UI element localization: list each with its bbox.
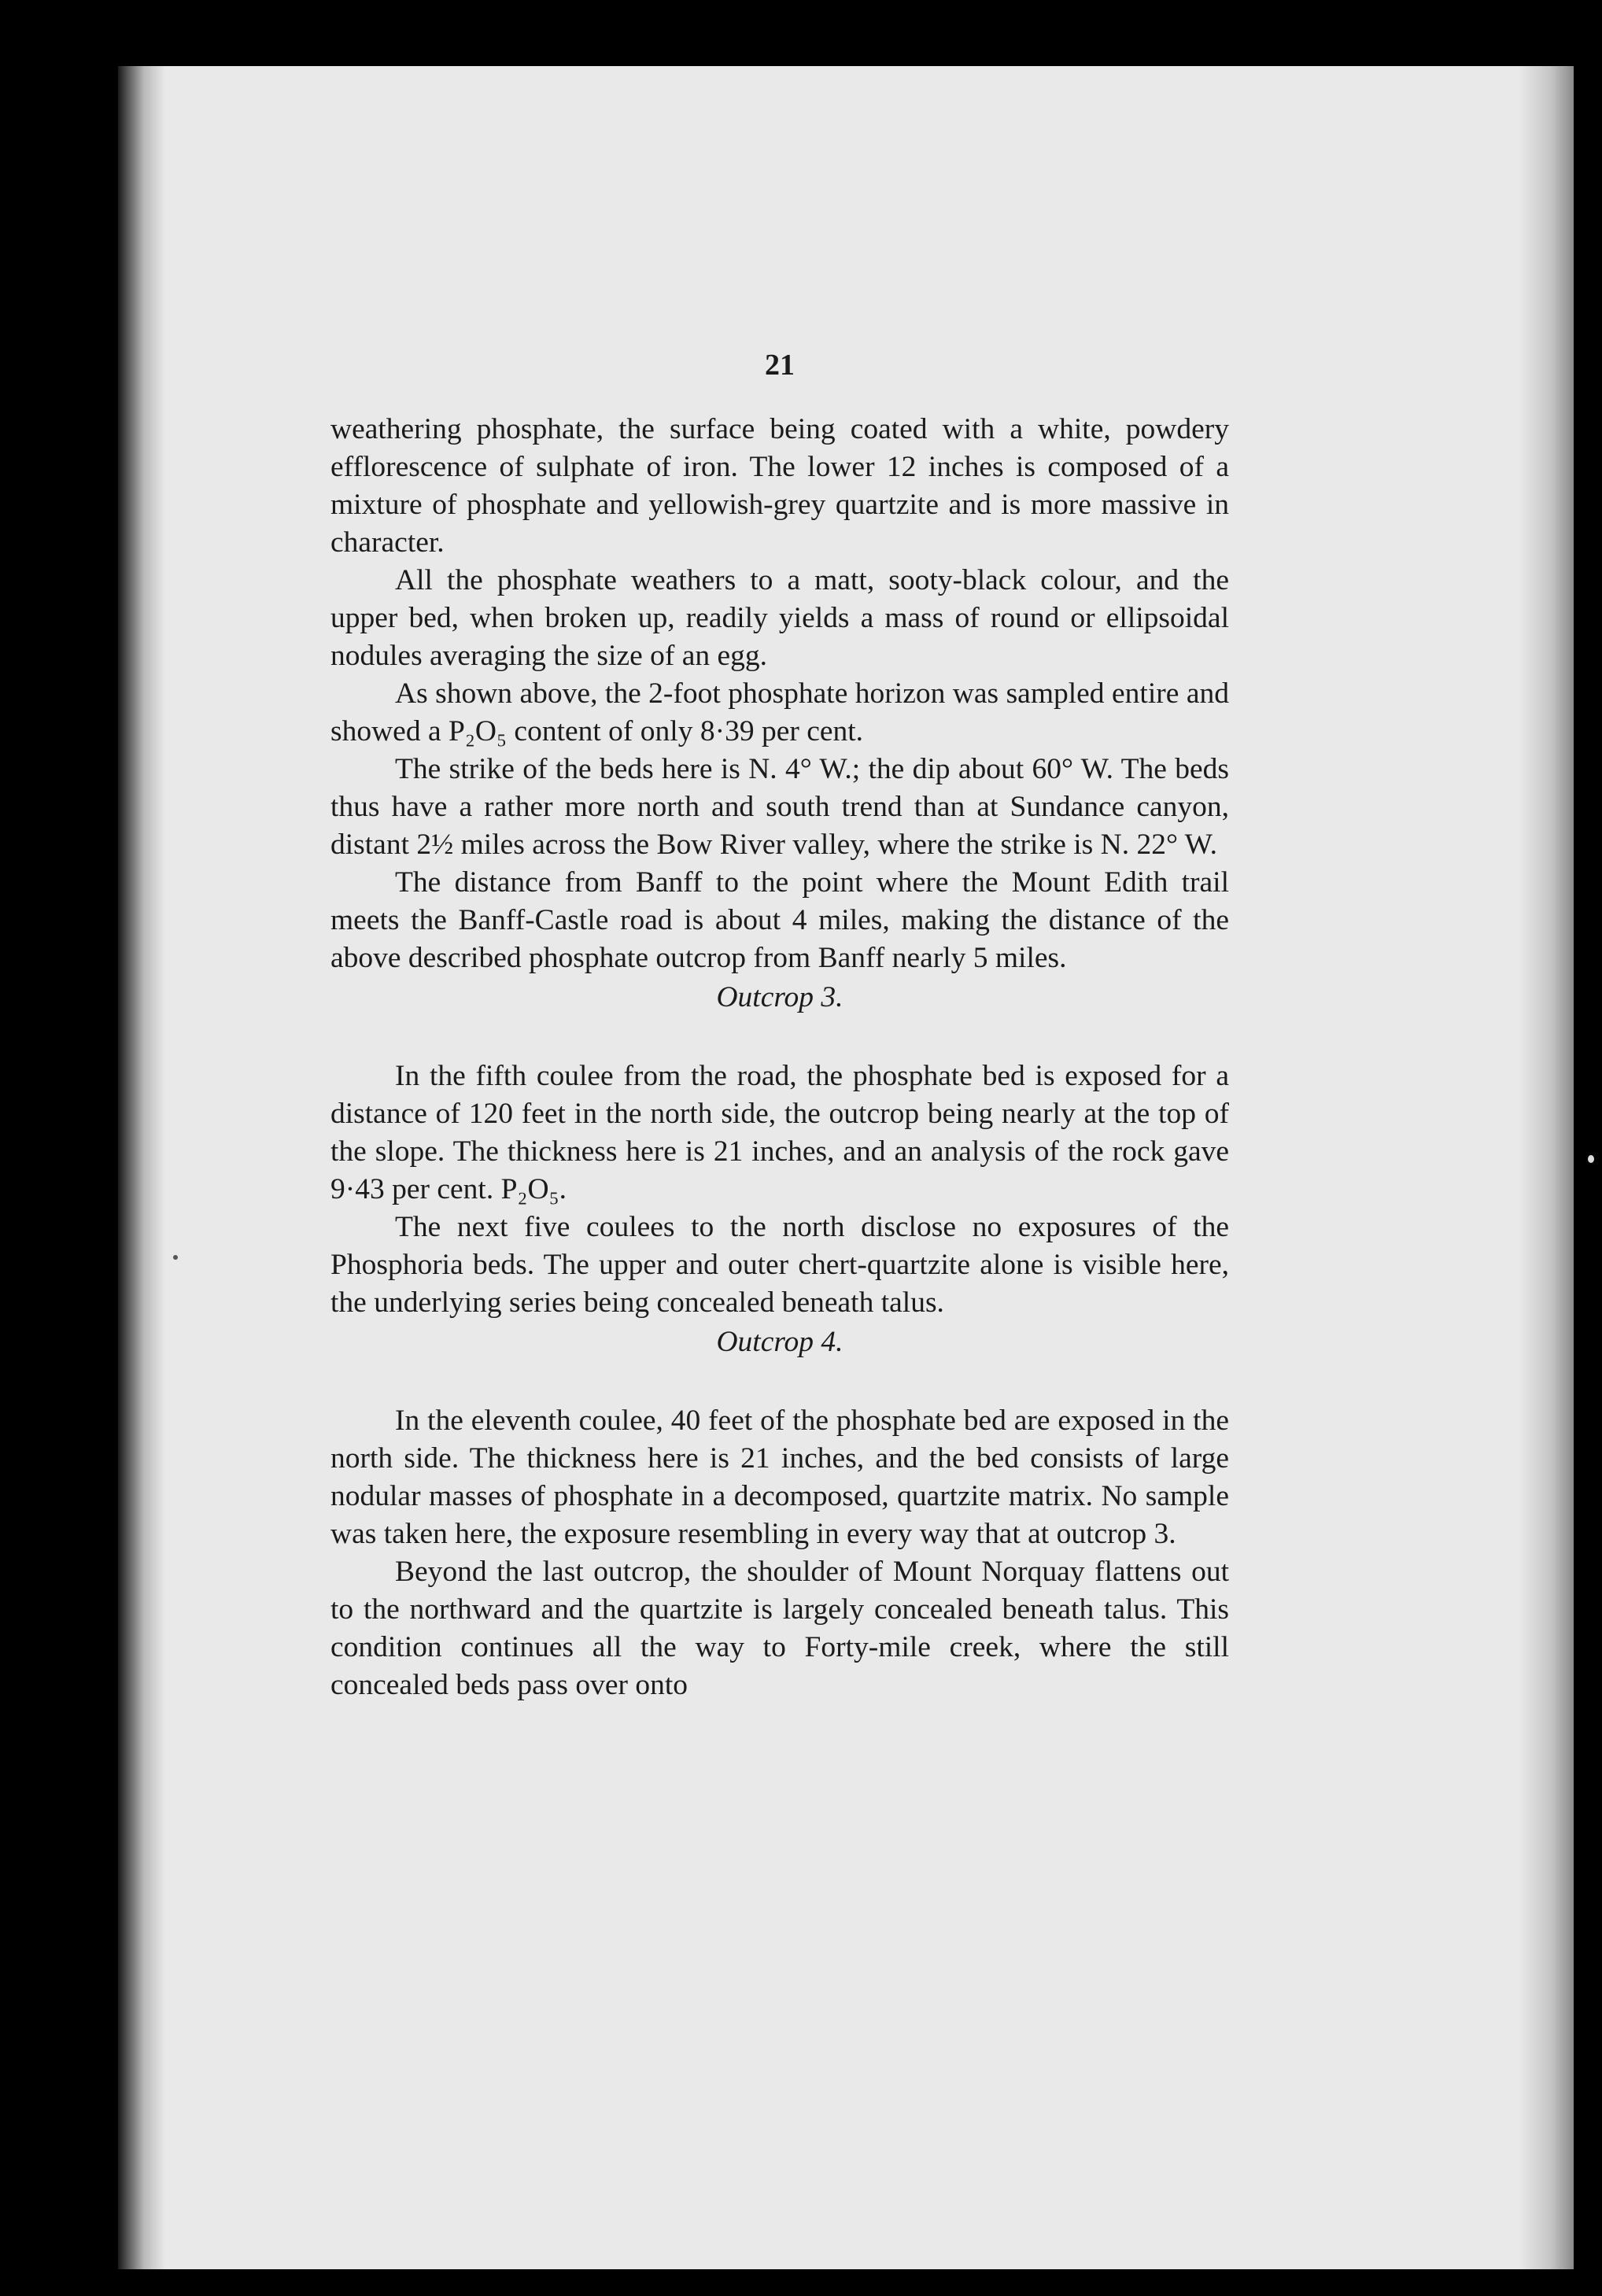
paragraph: In the eleventh coulee, 40 feet of the phosphate bed are exposed in the north side. The thickness here is 21 inches, and the bed consists of large nodular masses of phosphate in a decomposed, quartzite matrix. No sample was taken here, the exposure resembling in every way that at outcrop 3. (330, 1405, 1229, 1550)
scan-speck (1588, 1155, 1594, 1163)
paragraph: The strike of the beds here is N. 4° W.; the dip about 60° W. The beds thus have a rather more north and south trend than at Sundance canyon, distant 2½ miles across the Bow River valley, where the strike is N. 22° W. (330, 753, 1229, 861)
paragraph: In the fifth coulee from the road, the phosphate bed is exposed for a distance of 120 feet in the north side, the outcrop being nearly at the top of the slope. The thickness here is 21 inches, and an analysis of the rock gave 9·43 per cent. P₂O₅. (330, 1060, 1229, 1205)
page-edge-shadow (1519, 66, 1574, 2269)
paragraph: As shown above, the 2-foot phosphate horizon was sampled entire and showed a P₂O₅ content of only 8·39 per cent. (330, 677, 1229, 747)
paragraph: weathering phosphate, the surface being coated with a white, powdery efflorescence of sulphate of iron. The lower 12 inches is composed of a mixture of phosphate and yellowish-grey quartzite and is more massive in character. (330, 413, 1229, 559)
scan-speck (173, 1255, 178, 1260)
page-gutter-shadow (118, 66, 165, 2269)
paragraph: The distance from Banff to the point where the Mount Edith trail meets the Banff-Castle road is about 4 miles, making the distance of the above described phosphate outcrop from Banff nearly 5 miles. (330, 866, 1229, 974)
page-number: 21 (765, 349, 795, 382)
paragraph: Beyond the last outcrop, the shoulder of Mount Norquay flattens out to the northward and the quartzite is largely concealed beneath talus. This condition continues all the way to Forty-mile creek, where the still concealed beds pass over onto (330, 1556, 1229, 1701)
paragraph: All the phosphate weathers to a matt, sooty-black colour, and the upper bed, when broken up, readily yields a mass of round or ellipsoidal nodules averaging the size of an egg. (330, 564, 1229, 672)
paragraph: The next five coulees to the north disclose no exposures of the Phosphoria beds. The upper and outer chert-quartzite alone is visible here, the underlying series being concealed beneath talus. (330, 1211, 1229, 1319)
section-heading-outcrop-3: Outcrop 3. (716, 981, 843, 1013)
page-text (330, 346, 1229, 1704)
section-heading-outcrop-4: Outcrop 4. (716, 1326, 843, 1358)
